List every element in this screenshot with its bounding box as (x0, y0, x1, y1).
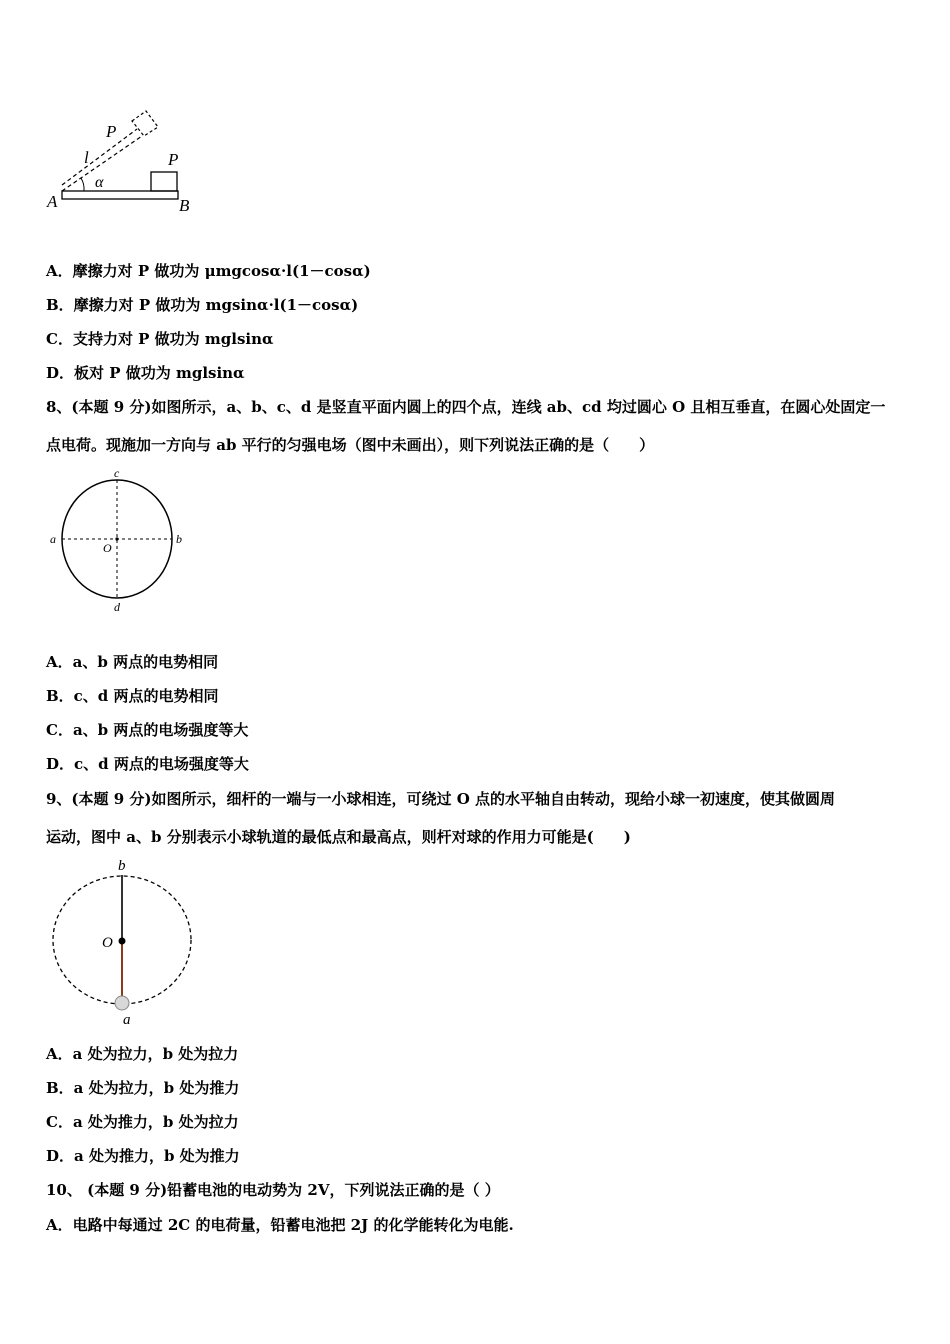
q9-option-a: A．a 处为拉力，b 处为拉力 (46, 1045, 239, 1063)
label-b: B (179, 196, 190, 215)
plank-ab (62, 191, 178, 199)
label-l: l (84, 148, 89, 167)
q9-option-c: C．a 处为推力，b 处为拉力 (46, 1113, 239, 1131)
angle-arc (81, 178, 84, 191)
center-dot (115, 537, 118, 540)
incline-figure (44, 105, 204, 220)
q7-option-b: B．摩擦力对 P 做功为 mgsinα·l(1－cosα) (46, 296, 359, 314)
label-c: c (114, 466, 120, 480)
q9-option-b: B．a 处为拉力，b 处为推力 (46, 1079, 240, 1097)
label-b: b (176, 532, 182, 546)
label-o: O (103, 541, 112, 555)
label-a: A (47, 192, 58, 211)
ball (115, 996, 129, 1010)
label-a: a (50, 532, 56, 546)
label-p-top: P (106, 122, 117, 141)
q8-option-b: B．c、d 两点的电势相同 (46, 687, 219, 705)
pivot-o (119, 938, 126, 945)
label-o: O (102, 935, 113, 951)
circle-abcd-figure (44, 465, 194, 615)
label-p-right: P (168, 150, 179, 169)
q8-option-c: C．a、b 两点的电场强度等大 (46, 721, 249, 739)
q7-option-d: D．板对 P 做功为 mglsinα (46, 364, 245, 382)
q7-option-a: A．摩擦力对 P 做功为 μmgcosα·l(1－cosα) (46, 262, 371, 280)
q10-stem: 10、 (本题 9 分)铅蓄电池的电动势为 2V，下列说法正确的是（ ） (46, 1181, 500, 1199)
q9-stem-line1: 9、(本题 9 分)如图所示，细杆的一端与一小球相连，可绕过 O 点的水平轴自由转动，现给小球一初速度，使其做圆周 (46, 790, 836, 808)
q7-option-c: C．支持力对 P 做功为 mglsinα (46, 330, 274, 348)
q8-stem-line1: 8、(本题 9 分)如图所示，a、b、c、d 是竖直平面内圆上的四个点，连线 ab、cd 均过圆心 O 且相互垂直，在圆心处固定一 (46, 398, 886, 416)
q9-option-d: D．a 处为推力，b 处为推力 (46, 1147, 240, 1165)
rod-ball-figure (44, 855, 204, 1030)
q8-option-d: D．c、d 两点的电场强度等大 (46, 755, 249, 773)
label-b: b (118, 858, 126, 874)
label-d: d (114, 600, 120, 614)
q10-option-a: A．电路中每通过 2C 的电荷量，铅蓄电池把 2J 的化学能转化为电能. (46, 1216, 514, 1234)
block-p-right (151, 172, 177, 191)
label-a: a (123, 1012, 131, 1028)
q8-stem-line2: 点电荷。现施加一方向与 ab 平行的匀强电场（图中未画出），则下列说法正确的是（ ） (46, 436, 655, 454)
q9-stem-line2: 运动，图中 a、b 分别表示小球轨道的最低点和最高点，则杆对球的作用力可能是( ) (46, 828, 631, 846)
block-p-tilted (132, 111, 158, 136)
label-alpha: α (95, 174, 104, 191)
q8-option-a: A．a、b 两点的电势相同 (46, 653, 219, 671)
